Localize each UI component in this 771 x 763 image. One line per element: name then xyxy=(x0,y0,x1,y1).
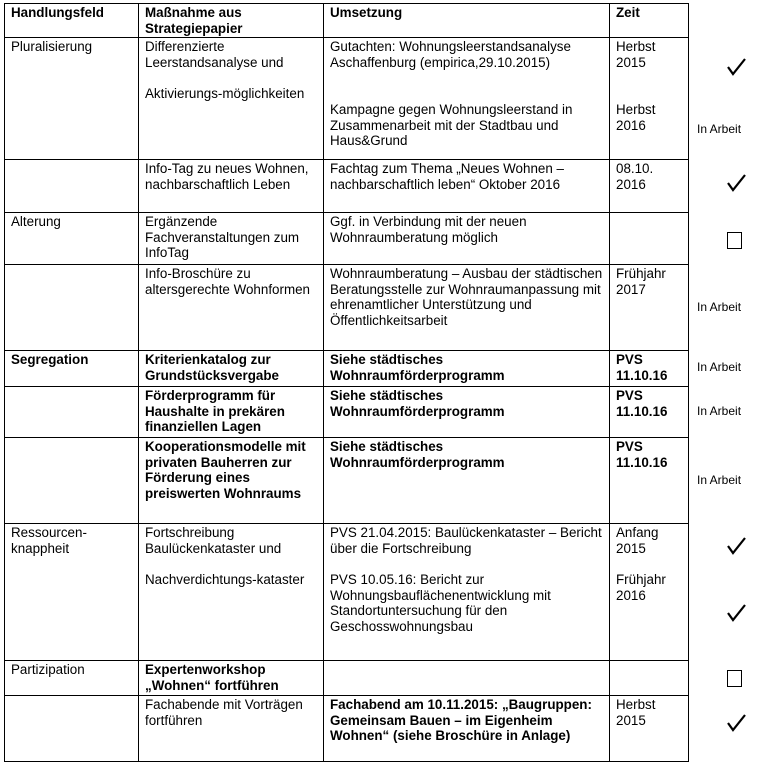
table-row xyxy=(5,213,689,265)
impl-line: Kampagne gegen Wohnungsleerstand in Zusammenarbeit mit der Stadtbau und Haus&Grund xyxy=(330,102,573,148)
table-row xyxy=(5,438,689,524)
cell-measure xyxy=(139,524,324,661)
cell-time: Herbst 2015 xyxy=(610,696,689,762)
cell-field xyxy=(5,160,139,213)
table-row xyxy=(5,160,689,213)
empty-checkbox-icon xyxy=(727,232,742,249)
cell-time xyxy=(610,524,689,661)
table-row xyxy=(5,265,689,351)
time-line: Herbst 2016 xyxy=(616,102,656,133)
cell-time xyxy=(610,661,689,696)
impl-line: Gutachten: Wohnungsleerstandsanalyse Aschaffenburg (empirica,29.10.2015) xyxy=(330,39,571,70)
cell-implementation: Siehe städtisches Wohnraumförderprogramm xyxy=(324,438,610,524)
cell-time: 08.10. 2016 xyxy=(610,160,689,213)
cell-implementation: Siehe städtisches Wohnraumförderprogramm xyxy=(324,351,610,387)
measure-line: Nachverdichtungs-kataster xyxy=(145,572,305,587)
cell-measure xyxy=(139,38,324,160)
cell-time: PVS 11.10.16 xyxy=(610,438,689,524)
cell-implementation: Ggf. in Verbindung mit der neuen Wohnraumberatung möglich xyxy=(324,213,610,265)
cell-implementation: Wohnraumberatung – Ausbau der städtischen Beratungsstelle zur Wohnraumanpassung mit ehrenamtlicher Unterstützung und Öffentlichkeitsarbeit xyxy=(324,265,610,351)
cell-measure: Ergänzende Fachveranstaltungen zum InfoTag xyxy=(139,213,324,265)
measure-line: Fortschreibung Baulückenkataster und xyxy=(145,525,282,556)
status-in-arbeit: In Arbeit xyxy=(697,360,742,374)
status-in-arbeit: In Arbeit xyxy=(697,404,742,418)
cell-field xyxy=(5,387,139,438)
cell-field xyxy=(5,265,139,351)
status-in-arbeit: In Arbeit xyxy=(697,300,742,314)
cell-field xyxy=(5,438,139,524)
cell-implementation: Siehe städtisches Wohnraumförderprogramm xyxy=(324,387,610,438)
time-line: Anfang 2015 xyxy=(616,525,659,556)
cell-implementation: Fachtag zum Thema „Neues Wohnen – nachbarschaftlich leben“ Oktober 2016 xyxy=(324,160,610,213)
cell-time: PVS 11.10.16 xyxy=(610,351,689,387)
cell-time: Frühjahr 2017 xyxy=(610,265,689,351)
cell-measure: Info-Broschüre zu altersgerechte Wohnformen xyxy=(139,265,324,351)
header-field: Handlungsfeld xyxy=(5,4,139,38)
cell-measure: Info-Tag zu neues Wohnen, nachbarschaftlich Leben xyxy=(139,160,324,213)
cell-implementation: Fachabend am 10.11.2015: „Baugruppen: Gemeinsam Bauen – im Eigenheim Wohnen“ (siehe Broschüre in Anlage) xyxy=(324,696,610,762)
status-in-arbeit: In Arbeit xyxy=(697,122,742,136)
table-row xyxy=(5,351,689,387)
cell-measure: Kooperationsmodelle mit privaten Bauherren zur Förderung eines preiswerten Wohnraums xyxy=(139,438,324,524)
cell-field: Pluralisierung xyxy=(5,38,139,160)
impl-line: PVS 21.04.2015: Baulückenkataster – Bericht über die Fortschreibung xyxy=(330,525,602,556)
check-icon xyxy=(725,535,747,557)
check-icon xyxy=(725,602,747,624)
empty-checkbox-icon xyxy=(727,670,742,687)
check-icon xyxy=(725,172,747,194)
table-row xyxy=(5,38,689,160)
cell-time: PVS 11.10.16 xyxy=(610,387,689,438)
measure-line: Aktivierungs-möglichkeiten xyxy=(145,86,305,101)
header-measure: Maßnahme aus Strategiepapier xyxy=(139,4,324,38)
cell-measure: Fachabende mit Vorträgen fortführen xyxy=(139,696,324,762)
table-row xyxy=(5,524,689,661)
cell-time xyxy=(610,213,689,265)
table-row xyxy=(5,696,689,762)
table-header-row xyxy=(5,4,689,38)
check-icon xyxy=(725,712,747,734)
header-time: Zeit xyxy=(610,4,689,38)
cell-field: Segregation xyxy=(5,351,139,387)
cell-measure: Kriterienkatalog zur Grundstücksvergabe xyxy=(139,351,324,387)
strategy-table xyxy=(4,3,689,762)
cell-measure: Expertenworkshop „Wohnen“ fortführen xyxy=(139,661,324,696)
cell-measure: Förderprogramm für Haushalte in prekären finanziellen Lagen xyxy=(139,387,324,438)
cell-field: Alterung xyxy=(5,213,139,265)
cell-implementation xyxy=(324,38,610,160)
cell-field: Ressourcen-knappheit xyxy=(5,524,139,661)
impl-line: PVS 10.05.16: Bericht zur Wohnungsbauflächenentwicklung mit Standortuntersuchung für den Geschosswohnungsbau xyxy=(330,572,551,634)
header-implementation: Umsetzung xyxy=(324,4,610,38)
time-line: Frühjahr 2016 xyxy=(616,572,666,603)
table-row xyxy=(5,387,689,438)
cell-implementation xyxy=(324,524,610,661)
cell-implementation xyxy=(324,661,610,696)
time-line: Herbst 2015 xyxy=(616,39,656,70)
status-in-arbeit: In Arbeit xyxy=(697,473,742,487)
check-icon xyxy=(725,56,747,78)
cell-field xyxy=(5,696,139,762)
measure-line: Differenzierte Leerstandsanalyse und xyxy=(145,39,284,70)
cell-field: Partizipation xyxy=(5,661,139,696)
table-row xyxy=(5,661,689,696)
cell-time xyxy=(610,38,689,160)
